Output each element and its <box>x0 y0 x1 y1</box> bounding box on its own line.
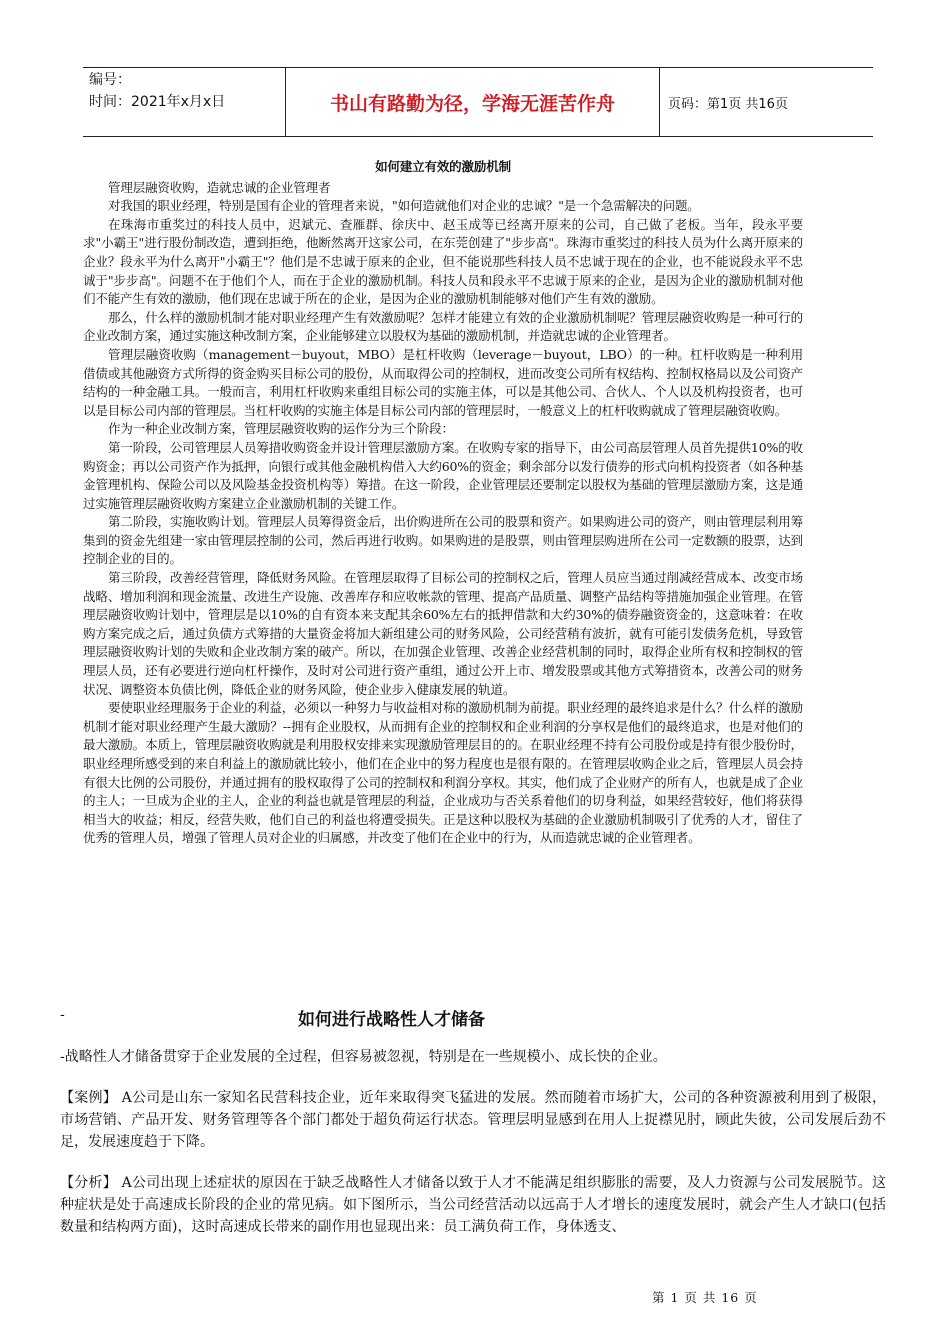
article-title: 如何建立有效的激励机制 <box>375 159 511 174</box>
heading-dash: - <box>60 1007 65 1023</box>
body-paragraph: 管理层融资收购（management－buyout，MBO）是杠杆收购（leverage－buyout，LBO）的一种。杠杆收购是一种利用借债或其他融资方式所得的资金购买目标公司的股份，从而取得公司的控制权，进而改变公司所有权结构、控制权格局以及公司资产结构的一种金融工具。一般而言，利用杠杆收购来重组目标公司的实施主体，可以是其他公司、合伙人、个人以及机构投资者，也可以是目标公司内部的管理层。当杠杆收购的实施主体是目标公司内部的管理层时，一般意义上的杠杆收购就成了管理层融资收购。 <box>83 346 803 418</box>
article-talent-reserve <box>60 1046 886 1257</box>
document-time-label: 时间：2021年x月x日 <box>89 94 226 110</box>
body-paragraph: 第一阶段，公司管理层人员筹措收购资金并设计管理层激励方案。在收购专家的指导下，由公司高层管理人员首先提供10%的收购资金；再以公司资产作为抵押，向银行或其他金融机构借入大约60%的资金；剩余部分以发行债券的形式向机构投资者（如各种基金管理机构、保险公司以及风险基金投资机构等）筹措。在这一阶段，企业管理层还要制定以股权为基础的管理层激励方案，这是通过实施管理层融资收购方案建立企业激励机制的关键工作。 <box>83 439 803 511</box>
header-page-info: 页码：第1页 共16页 <box>668 96 788 112</box>
body-paragraph: 作为一种企业改制方案，管理层融资收购的运作分为三个阶段： <box>108 421 454 437</box>
analysis-paragraph: 【分析】 A公司出现上述症状的原因在于缺乏战略性人才储备以致于人才不能满足组织膨胀的需要，及人力资源与公司发展脱节。这种症状是处于高速成长阶段的企业的常见病。如下图所示，当公司经营活动以远高于人才增长的速度发展时，就会产生人才缺口(包括数量和结构两方面)，这时高速成长带来的副作用也显现出来：员工满负荷工作，身体透支、 <box>60 1175 886 1235</box>
body-paragraph: 那么，什么样的激励机制才能对职业经理产生有效激励呢？怎样才能建立有效的企业激励机制呢？管理层融资收购是一种可行的企业改制方案，通过实施这种改制方案，企业能够建立以股权为基础的激励机制，并造就忠诚的企业管理者。 <box>83 309 803 344</box>
body-paragraph: 第三阶段，改善经营管理，降低财务风险。在管理层取得了目标公司的控制权之后，管理人员应当通过削减经营成本、改变市场战略、增加利润和现金流量、改进生产设施、改善库存和应收帐款的管理、提高产品质量、调整产品结构等措施加强企业管理。在管理层融资收购计划中，管理层是以10%的自有资本来支配其余60%左右的抵押借款和大约30%的债券融资资金的，这意味着：在收购方案完成之后，通过负债方式筹措的大量资金将加大新组建公司的财务风险，公司经营稍有波折，就有可能引发债务危机，导致管理层融资收购计划的失败和企业改制方案的破产。所以，在加强企业管理、改善企业经营机制的同时，取得企业所有权和控制权的管理层人员，还有必要进行逆向杠杆操作，及时对公司进行资产重组，通过公开上市、增发股票或其他方式筹措资本，改善公司的财务状况、调整资本负债比例，降低企业的财务风险，使企业步入健康发展的轨道。 <box>83 570 803 697</box>
article2-heading <box>60 1005 880 1029</box>
header-meta <box>83 68 285 136</box>
article2-title: 如何进行战略性人才储备 <box>298 1010 485 1030</box>
document-number-label: 编号： <box>89 72 131 88</box>
header-motto: 书山有路勤为径，学海无涯苦作舟 <box>285 68 660 136</box>
body-paragraph: 在珠海市重奖过的科技人员中，迟斌元、查雁群、徐庆中、赵玉成等已经离开原来的公司，自己做了老板。当年，段永平要求"小霸王"进行股份制改造，遭到拒绝，他断然离开这家公司，在东莞创建了"步步高"。珠海市重奖过的科技人员为什么离开原来的企业？段永平为什么离开"小霸王"？他们是不忠诚于原来的企业，但不能说那些科技人员不忠诚于现在的企业，也不能说段永平不忠诚于"步步高"。问题不在于他们个人，而在于企业的激励机制。科技人员和段永平不忠诚于原来的企业，是因为企业的激励机制对他们不能产生有效的激励，他们现在忠诚于所在的企业，是因为企业的激励机制能够对他们产生有效的激励。 <box>83 216 803 307</box>
article-incentive-mechanism <box>83 158 803 848</box>
intro-paragraph: -战略性人才储备贯穿于企业发展的全过程，但容易被忽视，特别是在一些规模小、成长快的企业。 <box>60 1049 667 1065</box>
body-paragraph: 要使职业经理服务于企业的利益，必须以一种努力与收益相对称的激励机制为前提。职业经理的最终追求是什么？什么样的激励机制才能对职业经理产生最大激励？--拥有企业股权，从而拥有企业的控制权和企业利润的分享权是他们的最终追求，也是对他们的最大激励。本质上，管理层融资收购就是利用股权安排来实现激励管理层目的的。在职业经理不持有公司股份或是持有很少股份时，职业经理所感受到的来自利益上的激励就比较小，他们在企业中的努力程度也是很有限的。在管理层收购企业之后，管理层人员会持有很大比例的公司股份，并通过拥有的股权取得了公司的控制权和利润分享权。其实，他们成了企业财产的所有人，也就是成了企业的主人；一旦成为企业的主人，企业的利益也就是管理层的利益，企业成功与否关系着他们的切身利益，如果经营较好，他们将获得相当大的收益；相反，经营失败，他们自己的利益也将遭受损失。正是这种以股权为基础的企业激励机制吸引了优秀的人才，留住了优秀的管理人员，增强了管理人员对企业的归属感，并改变了他们在企业中的行为，从而造就忠诚的企业管理者。 <box>83 700 803 846</box>
page-header <box>83 67 873 137</box>
body-paragraph: 对我国的职业经理，特别是国有企业的管理者来说，"如何造就他们对企业的忠诚？"是一个急需解决的问题。 <box>108 198 700 214</box>
case-paragraph: 【案例】 A公司是山东一家知名民营科技企业，近年来取得突飞猛进的发展。然而随着市场扩大，公司的各种资源被利用到了极限，市场营销、产品开发、财务管理等各个部门都处于超负荷运行状态。管理层明显感到在用人上捉襟见肘，顾此失彼，公司发展后劲不足，发展速度趋于下降。 <box>60 1090 886 1150</box>
subtitle-paragraph: 管理层融资收购，造就忠诚的企业管理者 <box>108 179 331 195</box>
body-paragraph: 第二阶段，实施收购计划。管理层人员筹得资金后，出价购进所在公司的股票和资产。如果购进公司的资产，则由管理层利用筹集到的资金先组建一家由管理层控制的公司，然后再进行收购。如果购进的是股票，则由管理层购进所在公司一定数额的股票，达到控制企业的目的。 <box>83 514 803 567</box>
page-footer: 第 1 页 共 16 页 <box>652 1290 758 1305</box>
